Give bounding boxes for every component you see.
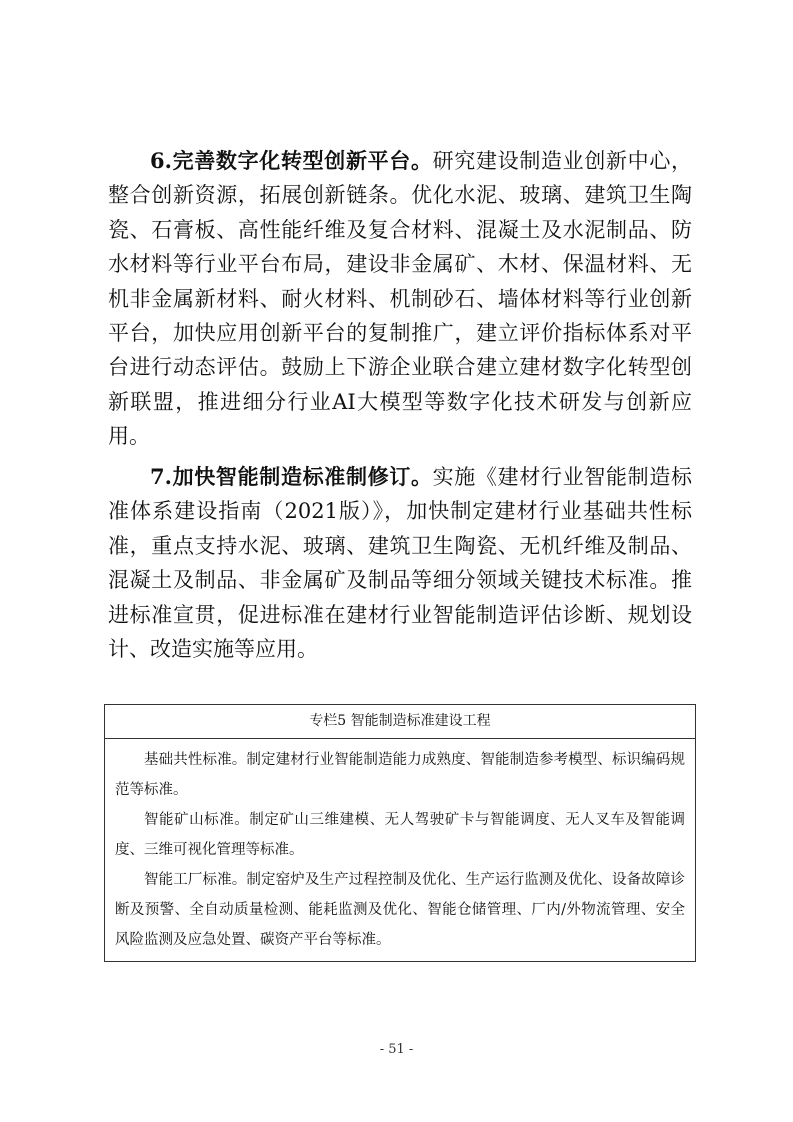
- section-6-heading: 6.完善数字化转型创新平台。: [150, 148, 433, 173]
- column-box-body: [105, 739, 695, 955]
- column-box: [104, 704, 696, 962]
- box-item-smart-mine-standards: 智能矿山标准。制定矿山三维建模、无人驾驶矿卡与智能调度、无人叉车及智能调度、三维可视化管理等标准。: [115, 812, 685, 858]
- box-item-smart-factory-standards: 智能工厂标准。制定窑炉及生产过程控制及优化、生产运行监测及优化、设备故障诊断及预警、全自动质量检测、能耗监测及优化、智能仓储管理、厂内/外物流管理、安全风险监测及应急处置、碳资产平台等标准。: [115, 872, 685, 948]
- page-number: - 51 -: [379, 1042, 414, 1057]
- section-6-body: 研究建设制造业创新中心，整合创新资源，拓展创新链条。优化水泥、玻璃、建筑卫生陶瓷、石膏板、高性能纤维及复合材料、混凝土及水泥制品、防水材料等行业平台布局，建设非金属矿、木材、保温材料、无机非金属新材料、耐火材料、机制砂石、墙体材料等行业创新平台，加快应用创新平台的复制推广，建立评价指标体系对平台进行动态评估。鼓励上下游企业联合建立建材数字化转型创新联盟，推进细分行业AI大模型等数字化技术研发与创新应用。: [108, 149, 693, 449]
- section-7-paragraph: [108, 460, 692, 666]
- section-6-paragraph: [108, 144, 692, 454]
- box-item-basic-standards: 基础共性标准。制定建材行业智能制造能力成熟度、智能制造参考模型、标识编码规范等标准。: [115, 752, 685, 798]
- section-7-body: 实施《建材行业智能制造标准体系建设指南（2021版）》，加快制定建材行业基础共性标准，重点支持水泥、玻璃、建筑卫生陶瓷、无机纤维及制品、混凝土及制品、非金属矿及制品等细分领域关键技术标准。推进标准宣贯，促进标准在建材行业智能制造评估诊断、规划设计、改造实施等应用。: [108, 465, 693, 662]
- column-box-title: 专栏5 智能制造标准建设工程: [105, 705, 695, 739]
- section-7-heading: 7.加快智能制造标准制修订。: [150, 464, 433, 489]
